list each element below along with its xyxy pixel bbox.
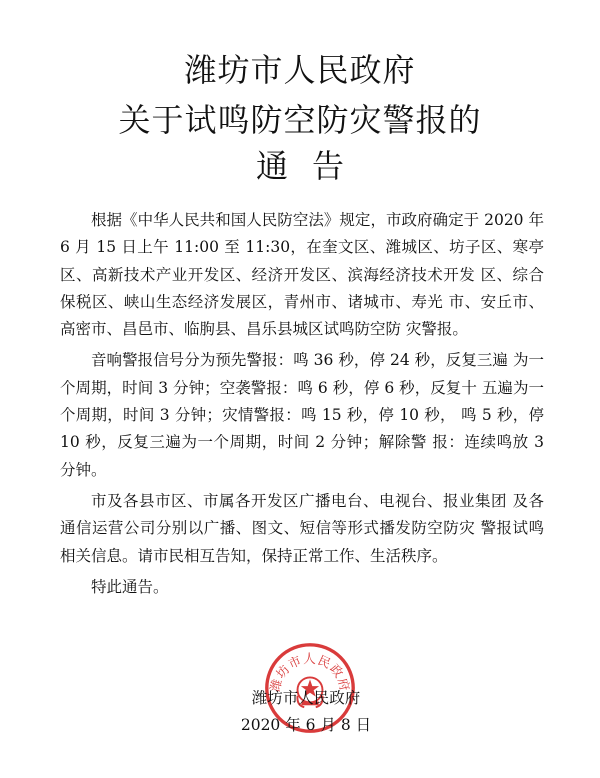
title-line-1: 潍坊市人民政府 (184, 51, 416, 89)
title-line-3: 通告 (255, 147, 368, 185)
paragraph-closing: 特此通告。 (91, 577, 169, 596)
paragraph-media-notice: 市及各县市区、市属各开发区广播电台、电视台、报业集团 及各通信运营公司分别以广播、图文、短信等形式播发防空防灾 警报试鸣相关信息。请市民相互告知，保持正常工作、生活秩序。 (60, 491, 544, 565)
paragraph-legal-basis: 根据《中华人民共和国人民防空法》规定，市政府确定于 2020 年 6 月 15 日上午 11:00 至 11:30，在奎文区、潍城区、坊子区、寒亭区、高新技术产业开发区、经济开发区、滨海经济技术开发 区、综合保税区、峡山生态经济发展区，青州市、诸城市、寿光 市、安丘市、高密市、昌邑市、临朐县、昌乐县城区试鸣防空防 灾警报。 (60, 211, 544, 339)
signature-date: 2020 年 6 月 8 日 (240, 716, 372, 734)
signature-organization: 潍坊市人民政府 (251, 689, 361, 707)
paragraph-signal-types: 音响警报信号分为预先警报：鸣 36 秒，停 24 秒，反复三遍 为一个周期，时间 3 分钟；空袭警报：鸣 6 秒，停 6 秒，反复十 五遍为一个周期，时间 3 分钟；灾情警报：鸣 15 秒，停 10 秒， 鸣 5 秒，停 10 秒，反复三遍为一个周期，时间 2 分钟；解除警 报：连续鸣放 3 分钟。 (60, 351, 544, 479)
notice-body (60, 207, 544, 601)
title-line-2: 关于试鸣防空防灾警报的 (118, 101, 482, 139)
seal-text: 潍坊市人民政府 (266, 651, 354, 694)
